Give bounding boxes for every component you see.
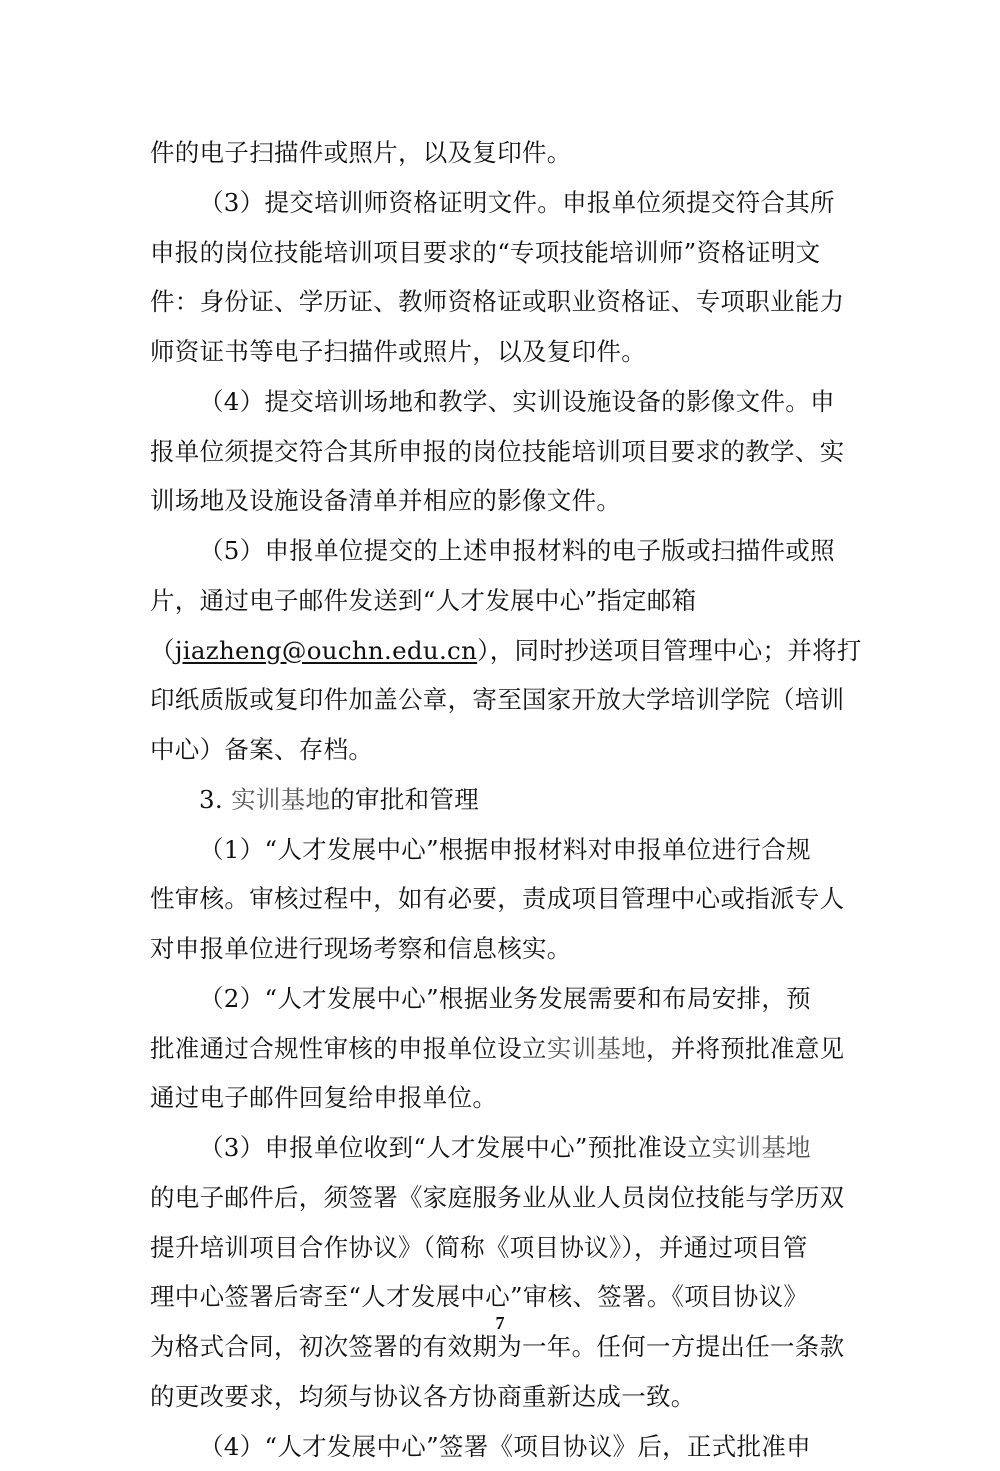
text-line: 训场地及设施设备清单并相应的影像文件。 bbox=[150, 476, 850, 526]
text-line: 性审核。审核过程中，如有必要，责成项目管理中心或指派专人 bbox=[150, 874, 850, 924]
text-line: 印纸质版或复印件加盖公章，寄至国家开放大学培训学院（培训 bbox=[150, 675, 850, 725]
section-heading-term: 实训基地 bbox=[231, 785, 330, 814]
text-line: 申报的岗位技能培训项目要求的“专项技能培训师”资格证明文 bbox=[150, 228, 850, 278]
paragraph-1-start: （1）“人才发展中心”根据申报材料对申报单位进行合规 bbox=[150, 825, 850, 875]
text-line: 对申报单位进行现场考察和信息核实。 bbox=[150, 924, 850, 974]
document-body bbox=[150, 128, 850, 1471]
text-line: 报单位须提交符合其所申报的岗位技能培训项目要求的教学、实 bbox=[150, 427, 850, 477]
text-line: 的更改要求，均须与协议各方协商重新达成一致。 bbox=[150, 1372, 850, 1422]
paragraph-4-start: （4）提交培训场地和教学、实训设施设备的影像文件。申 bbox=[150, 377, 850, 427]
text-segment: （3）申报单位收到“人才发展中心”预批准设立 bbox=[199, 1133, 712, 1162]
open-paren: （ bbox=[150, 636, 175, 665]
section-heading bbox=[150, 775, 850, 825]
email-address: jiazheng@ouchn.edu.cn bbox=[175, 636, 477, 665]
paragraph-3b-start bbox=[150, 1123, 850, 1173]
text-line: 的电子邮件后，须签署《家庭服务业从业人员岗位技能与学历双 bbox=[150, 1173, 850, 1223]
text-line: 件：身份证、学历证、教师资格证或职业资格证、专项职业能力 bbox=[150, 277, 850, 327]
section-number: 3. bbox=[199, 785, 231, 814]
text-line: 理中心签署后寄至“人才发展中心”审核、签署。《项目协议》 bbox=[150, 1272, 850, 1322]
paragraph-5-start: （5）申报单位提交的上述申报材料的电子版或扫描件或照 bbox=[150, 526, 850, 576]
text-segment: 批准通过合规性审核的申报单位设立 bbox=[150, 1034, 547, 1063]
email-line-tail: ），同时抄送项目管理中心；并将打 bbox=[477, 636, 862, 665]
text-line: 件的电子扫描件或照片，以及复印件。 bbox=[150, 128, 850, 178]
text-line: 提升培训项目合作协议》（简称《项目协议》），并通过项目管 bbox=[150, 1223, 850, 1273]
highlighted-term: 实训基地 bbox=[712, 1133, 811, 1162]
paragraph-4b-start: （4）“人才发展中心”签署《项目协议》后，正式批准申 bbox=[150, 1422, 850, 1471]
page-number: 7 bbox=[0, 1313, 1000, 1334]
paragraph-2-start: （2）“人才发展中心”根据业务发展需要和布局安排，预 bbox=[150, 974, 850, 1024]
highlighted-term: 实训基地 bbox=[547, 1034, 646, 1063]
text-line: 通过电子邮件回复给申报单位。 bbox=[150, 1073, 850, 1123]
text-line: 中心）备案、存档。 bbox=[150, 725, 850, 775]
section-heading-rest: 的审批和管理 bbox=[330, 785, 479, 814]
paragraph-3-start: （3）提交培训师资格证明文件。申报单位须提交符合其所 bbox=[150, 178, 850, 228]
text-line bbox=[150, 1024, 850, 1074]
email-line bbox=[150, 626, 850, 676]
text-line: 师资证书等电子扫描件或照片，以及复印件。 bbox=[150, 327, 850, 377]
text-line: 为格式合同，初次签署的有效期为一年。任何一方提出任一条款 bbox=[150, 1322, 850, 1372]
text-segment: ，并将预批准意见 bbox=[646, 1034, 844, 1063]
text-line: 片，通过电子邮件发送到“人才发展中心”指定邮箱 bbox=[150, 576, 850, 626]
